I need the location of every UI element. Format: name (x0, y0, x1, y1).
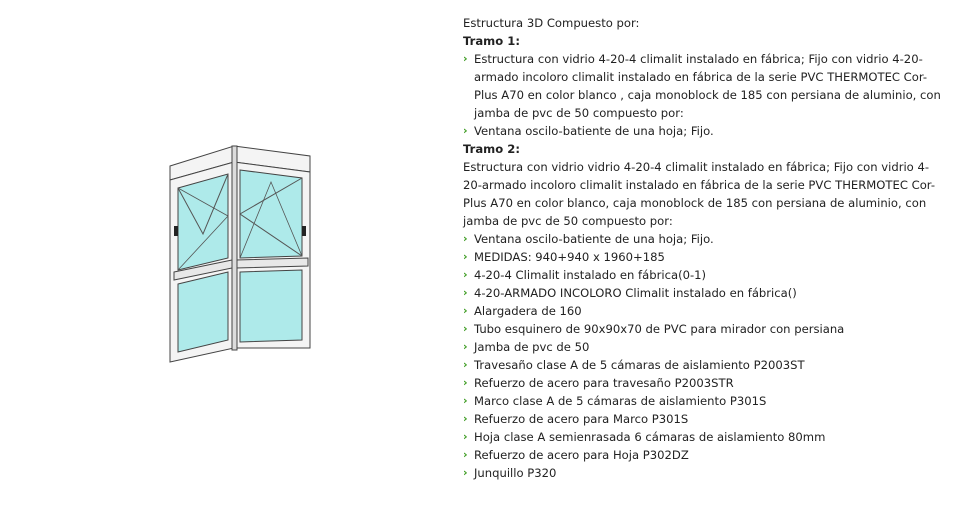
chevron-right-icon: › (463, 448, 468, 461)
tramo1-title: Tramo 1: (463, 34, 520, 48)
list-item: › Marco clase A de 5 cámaras de aislamiento P301S (463, 394, 767, 408)
chevron-right-icon: › (463, 286, 468, 299)
chevron-right-icon: › (463, 52, 468, 65)
right-lower-glass (240, 270, 302, 342)
left-window-section (170, 146, 234, 362)
left-lower-glass (178, 272, 228, 352)
window-3d-drawing (160, 140, 320, 368)
chevron-right-icon: › (463, 412, 468, 425)
list-item: › Alargadera de 160 (463, 304, 582, 318)
list-item: › MEDIDAS: 940+940 x 1960+185 (463, 250, 665, 264)
list-item: › Tubo esquinero de 90x90x70 de PVC para mirador con persiana (463, 322, 845, 336)
chevron-right-icon: › (463, 124, 468, 137)
list-item: › Ventana oscilo-batiente de una hoja; Fijo. (463, 124, 714, 138)
chevron-right-icon: › (463, 466, 468, 479)
list-item: › Junquillo P320 (463, 466, 557, 480)
right-window-section (232, 146, 310, 350)
list-item: › Refuerzo de acero para Marco P301S (463, 412, 689, 426)
list-item: › Refuerzo de acero para travesaño P2003STR (463, 376, 734, 390)
tramo2-title: Tramo 2: (463, 142, 520, 156)
list-item: › Travesaño clase A de 5 cámaras de aislamiento P2003ST (463, 358, 805, 372)
tramo1-description: › Estructura con vidrio 4-20-4 climalit instalado en fábrica; Fijo con vidrio 4-20-armado incoloro climalit instalado en fábrica de la serie PVC THERMOTEC Cor-Plus A70 en color blanco , caja monoblock de 185 con persiana de aluminio, con jamba de pvc de 50 compuesto por: (463, 52, 941, 120)
list-item: › Ventana oscilo-batiente de una hoja; Fijo. (463, 232, 714, 246)
chevron-right-icon: › (463, 268, 468, 281)
tramo2-description: Estructura con vidrio vidrio 4-20-4 climalit instalado en fábrica; Fijo con vidrio 4-20-armado incoloro climalit instalado en fábrica de la serie PVC THERMOTEC Cor-Plus A70 en color blanco, caja monoblock de 185 con persiana de aluminio, con jamba de pvc de 50 compuesto por: (463, 160, 936, 228)
left-upper-glass (178, 174, 228, 270)
chevron-right-icon: › (463, 304, 468, 317)
chevron-right-icon: › (463, 232, 468, 245)
chevron-right-icon: › (463, 394, 468, 407)
chevron-right-icon: › (463, 340, 468, 353)
list-item: › 4-20-ARMADO INCOLORO Climalit instalado en fábrica() (463, 286, 797, 300)
list-item: › 4-20-4 Climalit instalado en fábrica(0-1) (463, 268, 707, 282)
chevron-right-icon: › (463, 358, 468, 371)
list-item: › Jamba de pvc de 50 (463, 340, 590, 354)
chevron-right-icon: › (463, 250, 468, 263)
tramo2-list (463, 230, 943, 482)
chevron-right-icon: › (463, 430, 468, 443)
list-item: › Hoja clase A semienrasada 6 cámaras de aislamiento 80mm (463, 430, 826, 444)
chevron-right-icon: › (463, 322, 468, 335)
list-item: › Refuerzo de acero para Hoja P302DZ (463, 448, 689, 462)
intro-text: Estructura 3D Compuesto por: (463, 16, 640, 30)
product-description (463, 14, 943, 482)
chevron-right-icon: › (463, 376, 468, 389)
